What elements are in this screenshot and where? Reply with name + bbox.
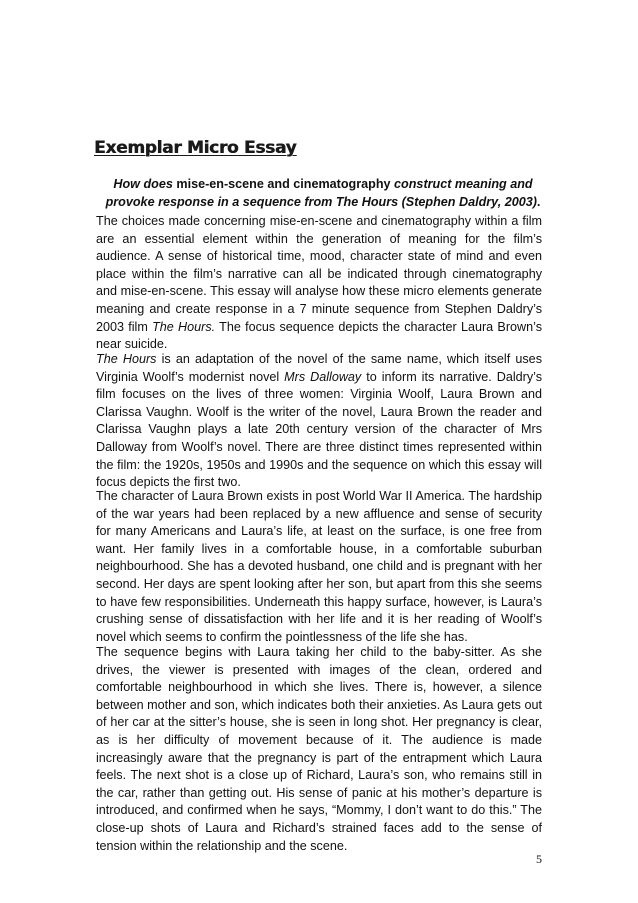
- paragraph-1-text-c: The focus sequence depicts the character Laura Brown’s near suicide.: [96, 319, 542, 352]
- paragraph-2-film-title: The Hours: [96, 352, 157, 366]
- question-part-3: construct meaning and provoke response in a sequence from The Hours (Stephen Daldry, 2003): [105, 177, 537, 209]
- paragraph-1: [96, 213, 542, 354]
- question-part-2: mise-en-scene and cinematography: [172, 177, 395, 191]
- paragraph-1-text-a: The choices made concerning mise-en-scene and cinematography within a film are an essential element within the generation of meaning for the film’s audience. A sense of historical time, mood, character state of mind and even place within the film’s narrative can all be indicated through cinematography and mise-en-scene. This essay will analyse how these micro elements generate meaning and create response in a 7 minute sequence from Stephen Daldry’s 2003 film: [96, 214, 542, 334]
- paragraph-2-text-b: is an adaptation of the novel of the same name, which itself uses Virginia Woolf’s modernist novel: [96, 352, 542, 384]
- essay-title: Exemplar Micro Essay: [94, 138, 297, 158]
- paragraph-2: [96, 351, 542, 492]
- paragraph-2-text-d: to inform its narrative. Daldry’s film focuses on the lives of three women: Virginia Woolf, Laura Brown and Clarissa Vaughn. Woolf is the writer of the novel, Laura Brown the reader and Clarissa Vaughn plays a late 20th century version of the character of Mrs Dalloway from Woolf’s novel. There are three distinct times represented within the film: the 1920s, 1950s and 1990s and the sequence on which this essay will focus depicts the first two.: [96, 369, 542, 490]
- paragraph-4: The sequence begins with Laura taking her child to the baby-sitter. As she drives, the viewer is presented with images of the clean, ordered and comfortable neighbourhood in which she lives. There is, however, a silence between mother and son, which indicates both their anxieties. As Laura gets out of her car at the sitter’s house, she is seen in long shot. Her pregnancy is clear, as is her difficulty of movement because of it. The audience is made increasingly aware that the pregnancy is part of the entrapment which Laura feels. The next shot is a close up of Richard, Laura’s son, who remains still in the car, rather than getting out. His sense of panic at his mother’s departure is introduced, and confirmed when he says, “Mommy, I don’t want to do this.” The close-up shots of Laura and Richard’s strained faces add to the sense of tension within the relationship and the scene.: [96, 645, 542, 853]
- page-number: 5: [536, 852, 542, 866]
- paragraph-3: The character of Laura Brown exists in post World War II America. The hardship of the war years had been replaced by a new affluence and sense of security for many Americans and Laura’s life, at least on the surface, is one free from want. Her family lives in a comfortable house, in a comfortable suburban neighbourhood. She has a devoted husband, one child and is pregnant with her second. Her days are spent looking after her son, but apart from this she seems to have few responsibilities. Underneath this happy surface, however, is Laura’s crushing sense of dissatisfaction with her life and it is her reading of Woolf’s novel which seems to confirm the pointlessness of the life she has.: [96, 489, 542, 644]
- essay-question: [92, 176, 554, 211]
- paragraph-1-film-title: The Hours.: [152, 319, 216, 334]
- question-part-1: How does: [113, 177, 173, 191]
- paragraph-2-novel-title: Mrs Dalloway: [284, 369, 362, 384]
- question-part-4: .: [536, 194, 541, 209]
